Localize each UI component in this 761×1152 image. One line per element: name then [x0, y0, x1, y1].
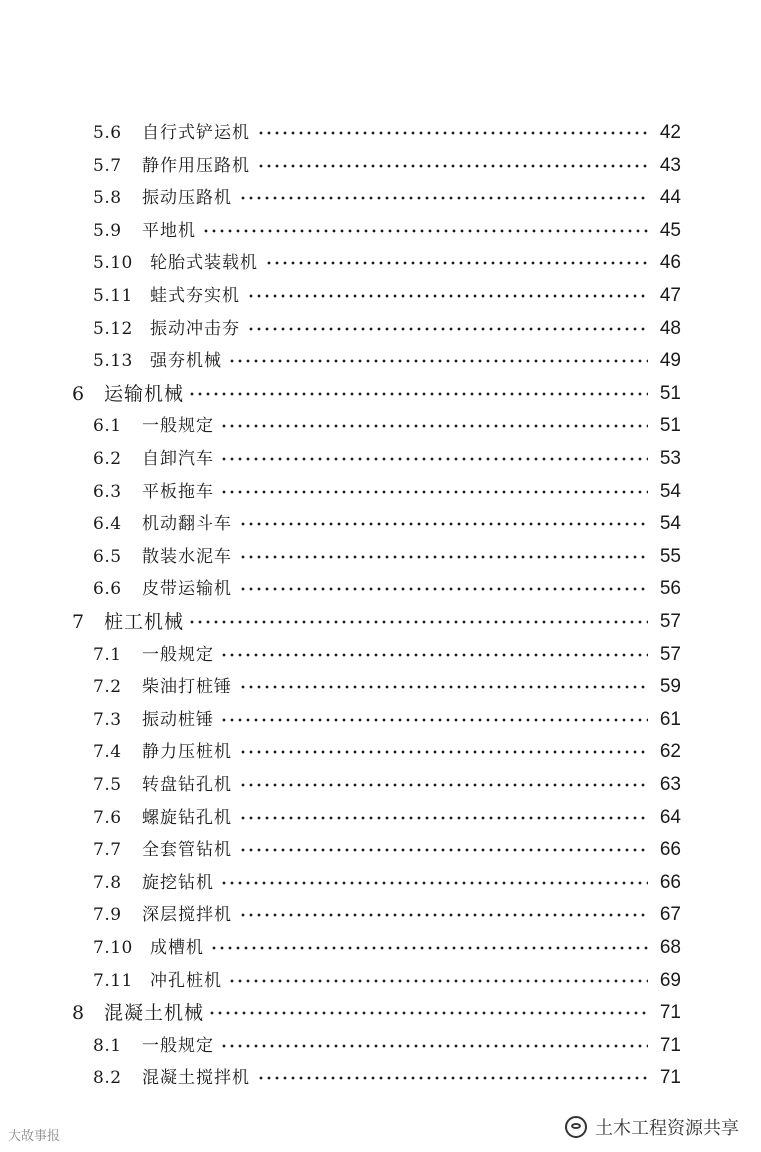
toc-page-number: 55: [659, 545, 681, 567]
toc-entry-title: 自卸汽车: [142, 449, 214, 469]
toc-page-number: 71: [659, 1034, 681, 1056]
toc-page-number: 44: [659, 187, 681, 209]
toc-page-number: 43: [659, 154, 681, 176]
toc-entry-number: 5.12: [93, 318, 133, 339]
toc-page-number: 66: [659, 871, 681, 893]
watermark-right: [565, 1114, 739, 1140]
toc-section-row[interactable]: [0, 541, 761, 573]
toc-entry-number: 6.6: [93, 579, 122, 600]
toc-dot-leader: [228, 965, 648, 997]
toc-entry-number: 5.10: [93, 253, 133, 274]
toc-page-number: 71: [659, 1067, 681, 1089]
toc-entry-number: 5.6: [93, 123, 122, 143]
toc-entry-title: 振动冲击夯: [150, 318, 240, 339]
toc-dot-leader: [239, 802, 649, 834]
toc-page-number: 48: [659, 317, 681, 339]
toc-section-row[interactable]: [0, 410, 761, 442]
toc-entry-number: 7.2: [93, 677, 122, 698]
toc-dot-leader: [257, 1062, 648, 1094]
toc-dot-leader: [202, 215, 649, 247]
toc-chapter-row[interactable]: [0, 997, 761, 1029]
toc-entry-number: 6: [72, 382, 85, 405]
toc-entry-number: 6.3: [93, 481, 122, 502]
toc-entry-number: 6.4: [93, 514, 122, 535]
toc-section-row[interactable]: [0, 834, 761, 866]
toc-dot-leader: [247, 280, 649, 312]
toc-entry-number: 7.8: [93, 872, 122, 893]
toc-section-row[interactable]: [0, 476, 761, 508]
toc-dot-leader: [228, 345, 648, 377]
toc-entry-title: 桩工机械: [104, 611, 185, 633]
toc-section-row[interactable]: [0, 182, 761, 214]
toc-dot-leader: [220, 867, 648, 899]
watermark-left: 大故事报: [8, 1128, 61, 1143]
toc-section-row[interactable]: [0, 150, 761, 182]
toc-section-row[interactable]: [0, 443, 761, 475]
toc-entry-title: 混凝土机械: [104, 1002, 205, 1025]
toc-entry-title: 平板拖车: [142, 481, 214, 502]
toc-entry-title: 静力压桩机: [142, 742, 232, 763]
toc-dot-leader: [247, 313, 649, 345]
toc-dot-leader: [220, 443, 648, 475]
toc-entry-title: 转盘钻孔机: [142, 775, 232, 795]
toc-page-number: 51: [659, 415, 681, 437]
toc-dot-leader: [239, 541, 649, 573]
toc-entry-title: 蛙式夯实机: [150, 286, 240, 306]
toc-chapter-row[interactable]: [0, 606, 761, 638]
toc-dot-leader: [220, 704, 648, 736]
toc-entry-title: 运输机械: [104, 382, 185, 405]
toc-entry-title: 螺旋钻孔机: [142, 807, 232, 828]
toc-page-number: 64: [659, 806, 681, 828]
toc-dot-leader: [239, 573, 649, 605]
toc-section-row[interactable]: [0, 280, 761, 312]
toc-section-row[interactable]: [0, 247, 761, 279]
toc-dot-leader: [239, 182, 649, 214]
toc-entry-title: 一般规定: [142, 1035, 214, 1056]
toc-entry-title: 振动压路机: [142, 188, 232, 209]
toc-page-number: 47: [659, 285, 681, 306]
toc-entry-title: 成槽机: [150, 938, 204, 958]
toc-section-row[interactable]: [0, 1030, 761, 1062]
toc-dot-leader: [239, 508, 649, 540]
toc-section-row[interactable]: [0, 508, 761, 540]
toc-entry-title: 机动翻斗车: [142, 514, 232, 535]
toc-dot-leader: [220, 410, 648, 442]
toc-section-row[interactable]: [0, 671, 761, 703]
toc-page-number: 63: [659, 774, 681, 795]
toc-entry-title: 深层搅拌机: [142, 905, 232, 926]
toc-section-row[interactable]: [0, 769, 761, 801]
toc-section-row[interactable]: [0, 313, 761, 345]
toc-section-row[interactable]: [0, 639, 761, 671]
toc-entry-number: 5.7: [93, 155, 122, 176]
toc-dot-leader: [188, 606, 648, 638]
toc-chapter-row[interactable]: [0, 378, 761, 410]
toc-entry-title: 振动桩锤: [142, 709, 214, 730]
toc-entry-title: 混凝土搅拌机: [142, 1068, 250, 1089]
toc-entry-title: 散装水泥车: [142, 546, 232, 567]
toc-entry-title: 一般规定: [142, 416, 214, 437]
toc-entry-title: 轮胎式装载机: [150, 253, 258, 274]
toc-entry-number: 6.1: [93, 416, 122, 437]
toc-page-number: 53: [659, 448, 681, 469]
toc-page-number: 45: [659, 219, 681, 241]
toc-page-number: 61: [659, 708, 681, 730]
toc-dot-leader: [188, 378, 648, 410]
toc-section-row[interactable]: [0, 117, 761, 149]
toc-section-row[interactable]: [0, 736, 761, 768]
toc-dot-leader: [220, 1030, 648, 1062]
toc-entry-number: 7.9: [93, 905, 122, 926]
toc-entry-number: 8.1: [93, 1035, 122, 1056]
toc-dot-leader: [220, 639, 648, 671]
toc-entry-title: 柴油打桩锤: [142, 677, 232, 698]
toc-entry-title: 一般规定: [142, 644, 214, 665]
toc-entry-number: 7: [72, 611, 85, 633]
toc-entry-number: 7.4: [93, 742, 122, 763]
toc-entry-number: 7.10: [93, 938, 133, 958]
toc-entry-number: 8.2: [93, 1068, 122, 1089]
toc-page-number: 62: [659, 741, 681, 763]
toc-dot-leader: [220, 476, 648, 508]
toc-entry-number: 6.2: [93, 449, 122, 469]
toc-section-row[interactable]: [0, 1062, 761, 1094]
wechat-icon: [565, 1116, 587, 1138]
toc-dot-leader: [210, 932, 649, 964]
toc-entry-title: 强夯机械: [150, 351, 222, 372]
toc-entry-number: 7.5: [93, 775, 122, 795]
toc-page-number: 51: [659, 382, 681, 404]
toc-dot-leader: [239, 834, 649, 866]
toc-section-row[interactable]: [0, 867, 761, 899]
toc-entry-title: 全套管钻机: [142, 840, 232, 861]
toc-page-number: 57: [659, 643, 681, 665]
toc-page-number: 59: [659, 676, 681, 698]
toc-entry-title: 冲孔桩机: [150, 970, 222, 991]
toc-page-number: 54: [659, 513, 681, 535]
watermark-right-label: 土木工程资源共享: [595, 1118, 739, 1139]
toc-section-row[interactable]: [0, 215, 761, 247]
toc-section-row[interactable]: [0, 802, 761, 834]
toc-section-row[interactable]: [0, 932, 761, 964]
toc-dot-leader: [208, 997, 648, 1029]
toc-page-number: 71: [659, 1002, 681, 1024]
toc-dot-leader: [257, 117, 648, 149]
toc-section-row[interactable]: [0, 345, 761, 377]
toc-entry-title: 旋挖钻机: [142, 872, 214, 893]
toc-section-row[interactable]: [0, 573, 761, 605]
toc-entry-number: 5.8: [93, 188, 122, 209]
toc-entry-number: 7.3: [93, 709, 122, 730]
toc-page-number: 46: [659, 252, 681, 274]
toc-section-row[interactable]: [0, 704, 761, 736]
toc-entry-number: 7.11: [93, 970, 133, 991]
toc-entry-number: 5.9: [93, 220, 122, 241]
toc-entry-title: 自行式铲运机: [142, 123, 250, 143]
toc-dot-leader: [257, 150, 648, 182]
toc-page-number: 42: [659, 122, 681, 143]
toc-entry-title: 静作用压路机: [142, 155, 250, 176]
toc-entry-number: 5.11: [93, 286, 133, 306]
toc-entry-number: 7.1: [93, 644, 122, 665]
toc-dot-leader: [239, 736, 649, 768]
toc-page-number: 67: [659, 904, 681, 926]
toc-entry-number: 5.13: [93, 351, 133, 372]
toc-page-number: 57: [659, 611, 681, 632]
toc-entry-title: 皮带运输机: [142, 579, 232, 600]
toc-entry-number: 8: [72, 1002, 85, 1025]
toc-page-number: 54: [659, 480, 681, 502]
toc-dot-leader: [239, 671, 649, 703]
toc-page-number: 49: [659, 350, 681, 372]
toc-page-number: 56: [659, 578, 681, 600]
toc-entry-title: 平地机: [142, 220, 196, 241]
toc-section-row[interactable]: [0, 965, 761, 997]
toc-page-number: 66: [659, 839, 681, 861]
toc-section-row[interactable]: [0, 899, 761, 931]
toc-page-number: 68: [659, 937, 681, 958]
toc-page-number: 69: [659, 969, 681, 991]
toc-dot-leader: [265, 247, 648, 279]
toc-entry-number: 7.6: [93, 807, 122, 828]
toc-dot-leader: [239, 899, 649, 931]
toc-dot-leader: [239, 769, 649, 801]
toc-entry-number: 7.7: [93, 840, 122, 861]
toc-entry-number: 6.5: [93, 546, 122, 567]
